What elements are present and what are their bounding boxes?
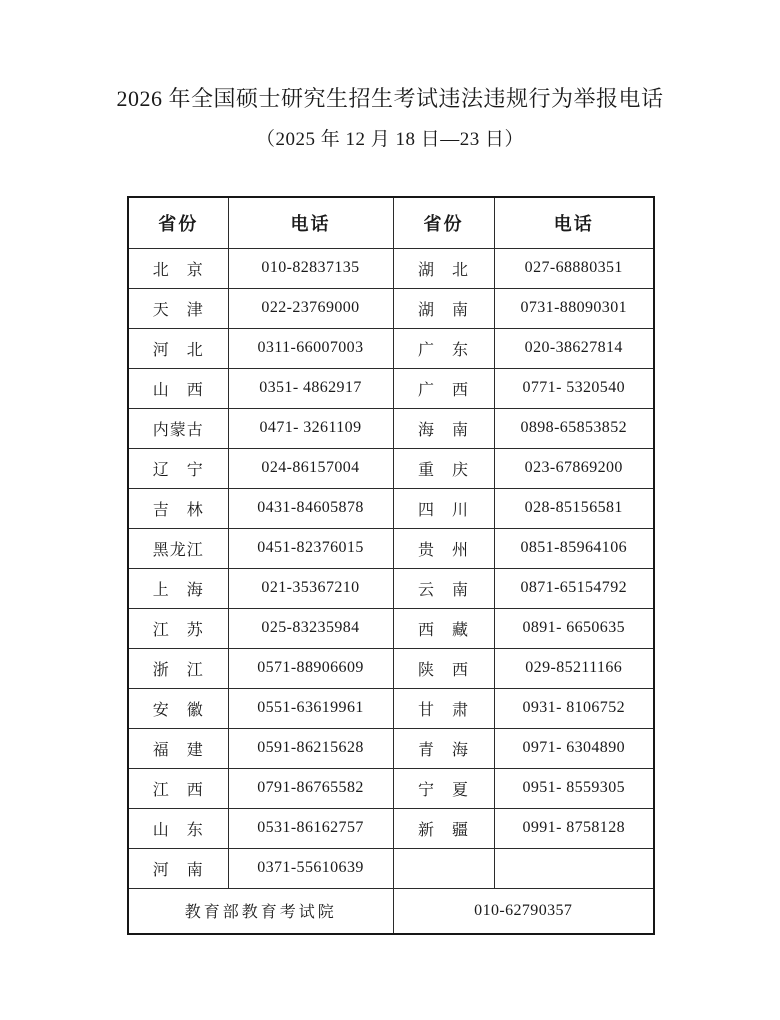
phone-cell: 027-68880351 [494, 248, 654, 288]
province-cell: 黑龙江 [128, 528, 228, 568]
table-row [128, 488, 654, 528]
province-cell: 青 海 [393, 728, 494, 768]
phone-cell: 0871-65154792 [494, 568, 654, 608]
phone-cell: 0551-63619961 [228, 688, 393, 728]
header-cell-province-right: 省份 [393, 197, 494, 248]
province-cell: 内蒙古 [128, 408, 228, 448]
table-row [128, 848, 654, 888]
footer-phone-cell: 010-62790357 [393, 888, 654, 934]
table-row [128, 608, 654, 648]
table-row [128, 408, 654, 448]
province-cell: 贵 州 [393, 528, 494, 568]
province-cell: 吉 林 [128, 488, 228, 528]
table-row [128, 808, 654, 848]
province-cell: 海 南 [393, 408, 494, 448]
phone-cell: 022-23769000 [228, 288, 393, 328]
province-cell: 天 津 [128, 288, 228, 328]
province-cell: 上 海 [128, 568, 228, 608]
phone-cell: 0531-86162757 [228, 808, 393, 848]
phone-cell: 010-82837135 [228, 248, 393, 288]
phone-cell: 023-67869200 [494, 448, 654, 488]
province-cell: 江 西 [128, 768, 228, 808]
document-title: 2026 年全国硕士研究生招生考试违法违规行为举报电话 [116, 86, 664, 111]
table-footer-row [128, 888, 654, 934]
table-row [128, 568, 654, 608]
phone-cell: 029-85211166 [494, 648, 654, 688]
table-row [128, 528, 654, 568]
province-cell: 山 东 [128, 808, 228, 848]
province-cell: 江 苏 [128, 608, 228, 648]
phone-cell: 0731-88090301 [494, 288, 654, 328]
table-row [128, 248, 654, 288]
province-cell: 新 疆 [393, 808, 494, 848]
phone-cell: 021-35367210 [228, 568, 393, 608]
header-cell-phone-left: 电话 [228, 197, 393, 248]
table-row [128, 288, 654, 328]
phone-cell [494, 848, 654, 888]
province-cell: 河 北 [128, 328, 228, 368]
table-row [128, 648, 654, 688]
phone-cell: 0891- 6650635 [494, 608, 654, 648]
table-row [128, 768, 654, 808]
phone-cell: 0471- 3261109 [228, 408, 393, 448]
table-header-row [128, 197, 654, 248]
phone-cell: 0951- 8559305 [494, 768, 654, 808]
province-cell: 甘 肃 [393, 688, 494, 728]
phone-cell: 0851-85964106 [494, 528, 654, 568]
phone-cell: 0991- 8758128 [494, 808, 654, 848]
phone-cell: 0931- 8106752 [494, 688, 654, 728]
province-cell: 湖 南 [393, 288, 494, 328]
footer-org-cell: 教育部教育考试院 [128, 888, 393, 934]
header-cell-phone-right: 电话 [494, 197, 654, 248]
phone-cell: 0311-66007003 [228, 328, 393, 368]
table-row [128, 448, 654, 488]
phone-cell: 028-85156581 [494, 488, 654, 528]
phone-cell: 0351- 4862917 [228, 368, 393, 408]
table-row [128, 368, 654, 408]
phone-cell: 0791-86765582 [228, 768, 393, 808]
header-cell-province-left: 省份 [128, 197, 228, 248]
province-cell [393, 848, 494, 888]
province-cell: 山 西 [128, 368, 228, 408]
province-cell: 广 西 [393, 368, 494, 408]
phone-cell: 025-83235984 [228, 608, 393, 648]
phone-cell: 0971- 6304890 [494, 728, 654, 768]
table-body [128, 248, 654, 888]
phone-cell: 024-86157004 [228, 448, 393, 488]
phone-cell: 0771- 5320540 [494, 368, 654, 408]
province-cell: 湖 北 [393, 248, 494, 288]
phone-table [127, 196, 655, 935]
province-cell: 宁 夏 [393, 768, 494, 808]
table-row [128, 688, 654, 728]
phone-cell: 0371-55610639 [228, 848, 393, 888]
phone-cell: 020-38627814 [494, 328, 654, 368]
province-cell: 北 京 [128, 248, 228, 288]
province-cell: 西 藏 [393, 608, 494, 648]
phone-cell: 0571-88906609 [228, 648, 393, 688]
province-cell: 河 南 [128, 848, 228, 888]
phone-cell: 0451-82376015 [228, 528, 393, 568]
document-subtitle: （2025 年 12 月 18 日—23 日） [255, 129, 524, 150]
province-cell: 陕 西 [393, 648, 494, 688]
province-cell: 云 南 [393, 568, 494, 608]
province-cell: 重 庆 [393, 448, 494, 488]
table-row [128, 728, 654, 768]
province-cell: 安 徽 [128, 688, 228, 728]
province-cell: 辽 宁 [128, 448, 228, 488]
phone-cell: 0898-65853852 [494, 408, 654, 448]
province-cell: 广 东 [393, 328, 494, 368]
province-cell: 四 川 [393, 488, 494, 528]
phone-cell: 0591-86215628 [228, 728, 393, 768]
phone-cell: 0431-84605878 [228, 488, 393, 528]
table-row [128, 328, 654, 368]
province-cell: 福 建 [128, 728, 228, 768]
province-cell: 浙 江 [128, 648, 228, 688]
